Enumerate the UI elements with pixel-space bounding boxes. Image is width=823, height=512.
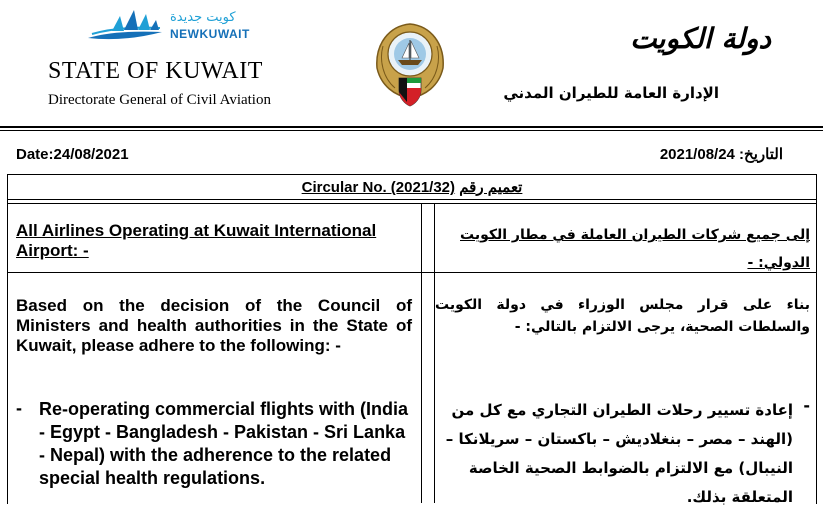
logo-arabic-text: كويت جديدة: [170, 10, 236, 25]
body-en: Based on the decision of the Council of Ministers and health authorities in the State of Kuwait, please adhere to the following: -: [16, 296, 412, 355]
newkuwait-logo: [84, 8, 250, 48]
circular-label-en: Circular No. (2021/32): [301, 179, 456, 196]
state-title-en: STATE OF KUWAIT: [48, 58, 263, 84]
body-ar: بناء على قرار مجلس الوزراء في دولة الكويت والسلطات الصحية، يرجى الالتزام بالتالي: -: [435, 297, 810, 335]
date-en: Date:24/08/2021: [16, 146, 129, 163]
directorate-title-en: Directorate General of Civil Aviation: [48, 92, 271, 108]
directorate-title-ar: الإدارة العامة للطيران المدني: [503, 84, 719, 102]
kuwait-emblem-icon: [369, 16, 451, 112]
circular-label-ar: تعميم رقم: [459, 179, 523, 196]
circular-number: [7, 178, 817, 196]
logo-english-text: NEWKUWAIT: [170, 27, 250, 41]
header-rule-top: [0, 126, 823, 128]
header-rule-bottom: [0, 130, 823, 131]
addressee-en: All Airlines Operating at Kuwait International Airport: -: [16, 221, 377, 260]
state-title-ar: دولة الكويت: [630, 22, 771, 55]
bullet-ar: إعادة تسيير رحلات الطيران التجاري مع كل من (الهند – مصر – بنغلاديش – باكستان – سريلانكا – النيبال) مع الالتزام بالضوابط الصحية الخاصة المتعلقة بذلك.: [445, 401, 793, 506]
bullet-marker-en: -: [16, 398, 22, 418]
date-ar: التاريخ: 2021/08/24: [659, 146, 783, 163]
bullet-marker-ar: -: [803, 396, 810, 415]
table-line-1: [7, 199, 817, 200]
addressee-ar: إلى جميع شركات الطيران العاملة في مطار الكويت الدولي: -: [460, 227, 810, 271]
newkuwait-sail-icon: [84, 8, 166, 44]
bullet-en: Re-operating commercial flights with (India - Egypt - Bangladesh - Pakistan - Sri Lanka - Nepal) with the adherence to the related special health regulations.: [39, 399, 409, 488]
table-line-2: [7, 203, 817, 204]
table-divider-left: [421, 203, 422, 503]
